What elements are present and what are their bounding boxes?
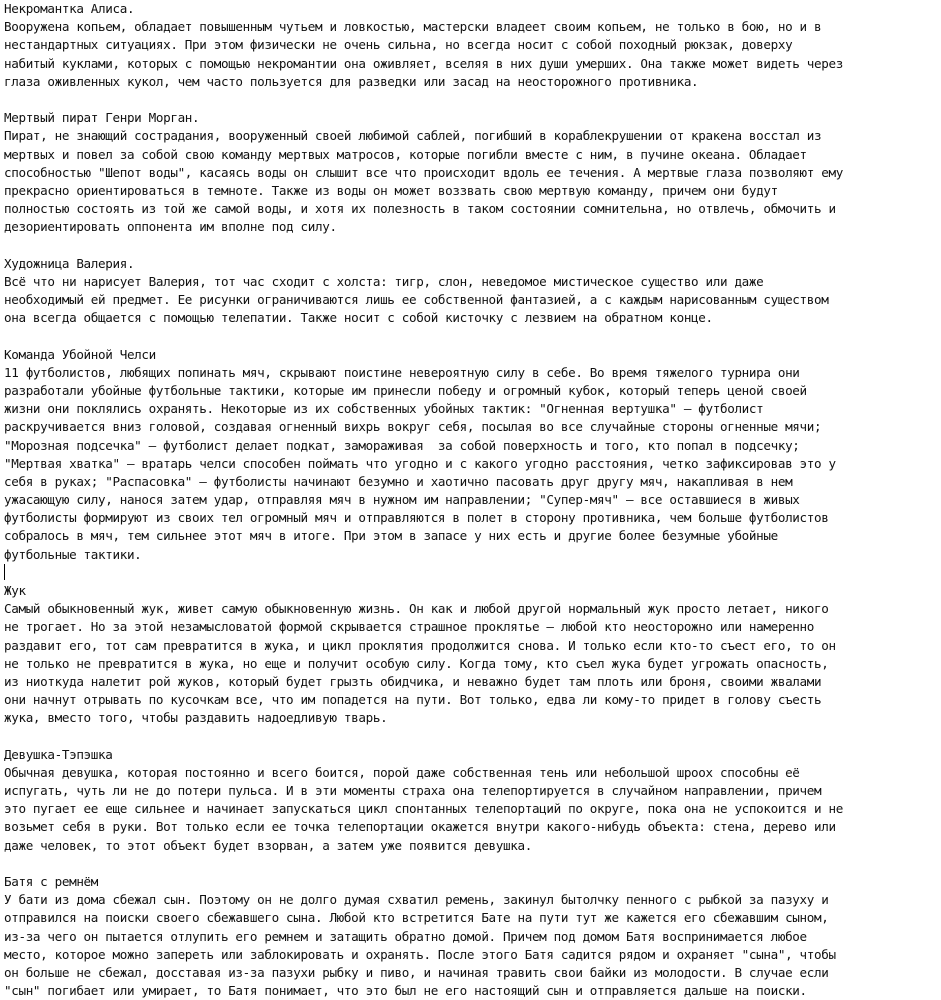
- text-line: место, которое можно запереть или заблокировать и охранять. После этого Батя садится рядом и охраняет "сына", чтобы: [4, 946, 836, 962]
- text-line: нестандартных ситуациях. При этом физически не очень сильна, но всегда носит с собой походный рюкзак, доверху: [4, 37, 793, 53]
- text-line: собралось в мяч, тем сильнее этот мяч в итоге. При этом в запасе у них есть и другие более безумные убойные: [4, 528, 778, 544]
- text-line: не только не превратится в жука, но еще и получит особую силу. Когда тому, кто съел жука будет угрожать опасность,: [4, 655, 829, 671]
- blank-line: [4, 855, 941, 873]
- text-line: "Мертвая хватка" – вратарь челси способен поймать что угодно и с какого угодно расстояния, четко зафиксировав это у: [4, 455, 836, 471]
- text-line: не трогает. Но за этой незамысловатой формой скрывается страшное проклятье – любой кто неосторожно или намеренно: [4, 619, 814, 635]
- text-line: футболисты формируют из своих тел огромный мяч и отправляются в полет в сторону противника, чем больше футболистов: [4, 510, 829, 526]
- text-line: они начнут отрывать по кусочкам все, что им попадется на пути. Вот только, едва ли кому-то придет в голову съесть: [4, 692, 822, 708]
- text-line: раздавит его, тот сам превратится в жука, и цикл проклятия продолжится снова. И только если кто-то съест его, то он: [4, 637, 836, 653]
- text-line: Обычная девушка, которая постоянно и всего боится, порой даже собственная тень или небольшой шроох способны её: [4, 764, 800, 780]
- text-line: Жук: [4, 583, 26, 598]
- text-line: Команда Убойной Челси: [4, 346, 156, 362]
- text-line: Мертвый пират Генри Морган.: [4, 110, 200, 126]
- text-line: способностью "Шепот воды", касаясь воды он слышит все что происходит вдоль ее течения. А мертвые глаза позволяют ему: [4, 164, 843, 180]
- text-line: Некромантка Алиса.: [4, 1, 135, 16]
- text-line: Девушка-Тэпэшка: [4, 746, 113, 762]
- text-line: он больше не сбежал, досставая из-за пазухи рыбку и пиво, и начиная травить свои байки из молодости. В случае если: [4, 964, 829, 980]
- text-line: Пират, не знающий сострадания, вооруженный своей любимой саблей, погибший в кораблекрушении от кракена восстал из: [4, 128, 822, 144]
- text-line: У бати из дома сбежал сын. Поэтому он не долго думая схватил ремень, закинул бытолчку пенного с рыбкой за пазуху и: [4, 892, 829, 908]
- blank-line: [4, 728, 941, 746]
- text-line: возьмет себя в руки. Вот только если ее точка телепортации окажется внутри какого-нибудь объекта: стена, дерево или: [4, 819, 836, 835]
- text-line: она всегда общается с помощью телепатии. Также носит с собой кисточку с лезвием на обратном конце.: [4, 310, 713, 326]
- blank-line: [4, 327, 941, 345]
- blank-line: [4, 564, 941, 582]
- text-line: набитый куклами, которых с помощью некромантии она оживляет, вселяя в них души умерших. Она также может видеть через: [4, 55, 843, 71]
- text-line: Вооружена копьем, обладает повышенным чутьем и ловкостью, мастерски владеет своим копьем, не только в бою, но и в: [4, 19, 822, 35]
- text-line: мертвых и повел за собой свою команду мертвых матросов, которые погибли вместе с ним, в пучине океана. Обладает: [4, 146, 807, 162]
- blank-line: [4, 91, 941, 109]
- text-line: Батя с ремнём: [4, 874, 99, 889]
- text-line: даже человек, то этот объект будет взорван, а затем уже появится девушка.: [4, 837, 532, 853]
- text-line: разработали убойные футбольные тактики, которые им принесли победу и огромный кубок, который теперь ценой своей: [4, 382, 807, 398]
- text-line: Художница Валерия.: [4, 255, 135, 271]
- text-line: ужасающую силу, нанося затем удар, отправляя мяч в нужном им направлении; "Супер-мяч" – все оставшиеся в живых: [4, 492, 800, 508]
- text-line: раскручивается вниз головой, создавая огненный вихрь вокруг себя, посылая во все случайные стороны огненные мячи;: [4, 419, 822, 435]
- text-line: из-за чего он пытается отлупить его ремнем и затащить обратно домой. Причем под домом Батя воспринимается любое: [4, 928, 807, 944]
- text-line: прекрасно ориентироваться в темноте. Также из воды он может воззвать свою мертвую команду, причем они будут: [4, 182, 778, 198]
- text-line: это пугает ее еще сильнее и начинает запускаться цикл спонтанных телепортаций по округе, пока она не успокоится и не: [4, 801, 843, 817]
- text-line: полностью состоять из той же самой воды, и хотя их полезность в таком состоянии сомнительна, но отвлечь, обмочить и: [4, 201, 836, 217]
- text-line: "Морозная подсечка" – футболист делает подкат, замораживая за собой поверхность и того, кто попал в подсечку;: [4, 437, 800, 453]
- text-line: глаза оживленных кукол, чем часто пользуется для разведки или засад на неосторожного противника.: [4, 73, 699, 89]
- text-line: испугать, чуть ли не до потери пульса. И в эти моменты страха она телепортируется в случайном направлении, причем: [4, 783, 822, 799]
- text-line: футбольные тактики.: [4, 546, 142, 562]
- text-line: "сын" погибает или умирает, то Батя понимает, что это был не его настоящий сын и отправляется дальше на поиски.: [4, 983, 807, 999]
- text-line: из ниоткуда налетит рой жуков, который будет грызть обидчика, и неважно будет там плоть или броня, своими жвалами: [4, 673, 822, 689]
- text-line: жука, вместо того, чтобы раздавить надоедливую тварь.: [4, 710, 388, 726]
- text-line: необходимый ей предмет. Ее рисунки ограничиваются лишь ее собственной фантазией, а с каждым нарисованным существом: [4, 292, 829, 307]
- text-line: 11 футболистов, любящих попинать мяч, скрывают поистине невероятную силу в себе. Во время тяжелого турнира они: [4, 364, 800, 380]
- text-line: дезориентировать оппонента им вполне под силу.: [4, 219, 337, 235]
- text-line: жизни они поклялись охранять. Некоторые из их собственных убойных тактик: "Огненная вертушка" – футболист: [4, 401, 764, 417]
- text-line: Самый обыкновенный жук, живет самую обыкновенную жизнь. Он как и любой другой нормальный жук просто летает, никого: [4, 601, 829, 617]
- text-line: себя в руках; "Распасовка" – футболисты начинают безумно и хаотично пасовать друг другу мяч, накапливая в нем: [4, 473, 793, 489]
- text-line: Всё что ни нарисует Валерия, тот час сходит с холста: тигр, слон, неведомое мистическое существо или даже: [4, 273, 764, 289]
- text-line: отправился на поиски своего сбежавшего сына. Любой кто встретится Бате на пути тут же кажется его сбежавшим сыном,: [4, 910, 829, 926]
- text-caret: [4, 564, 5, 580]
- blank-line: [4, 236, 941, 254]
